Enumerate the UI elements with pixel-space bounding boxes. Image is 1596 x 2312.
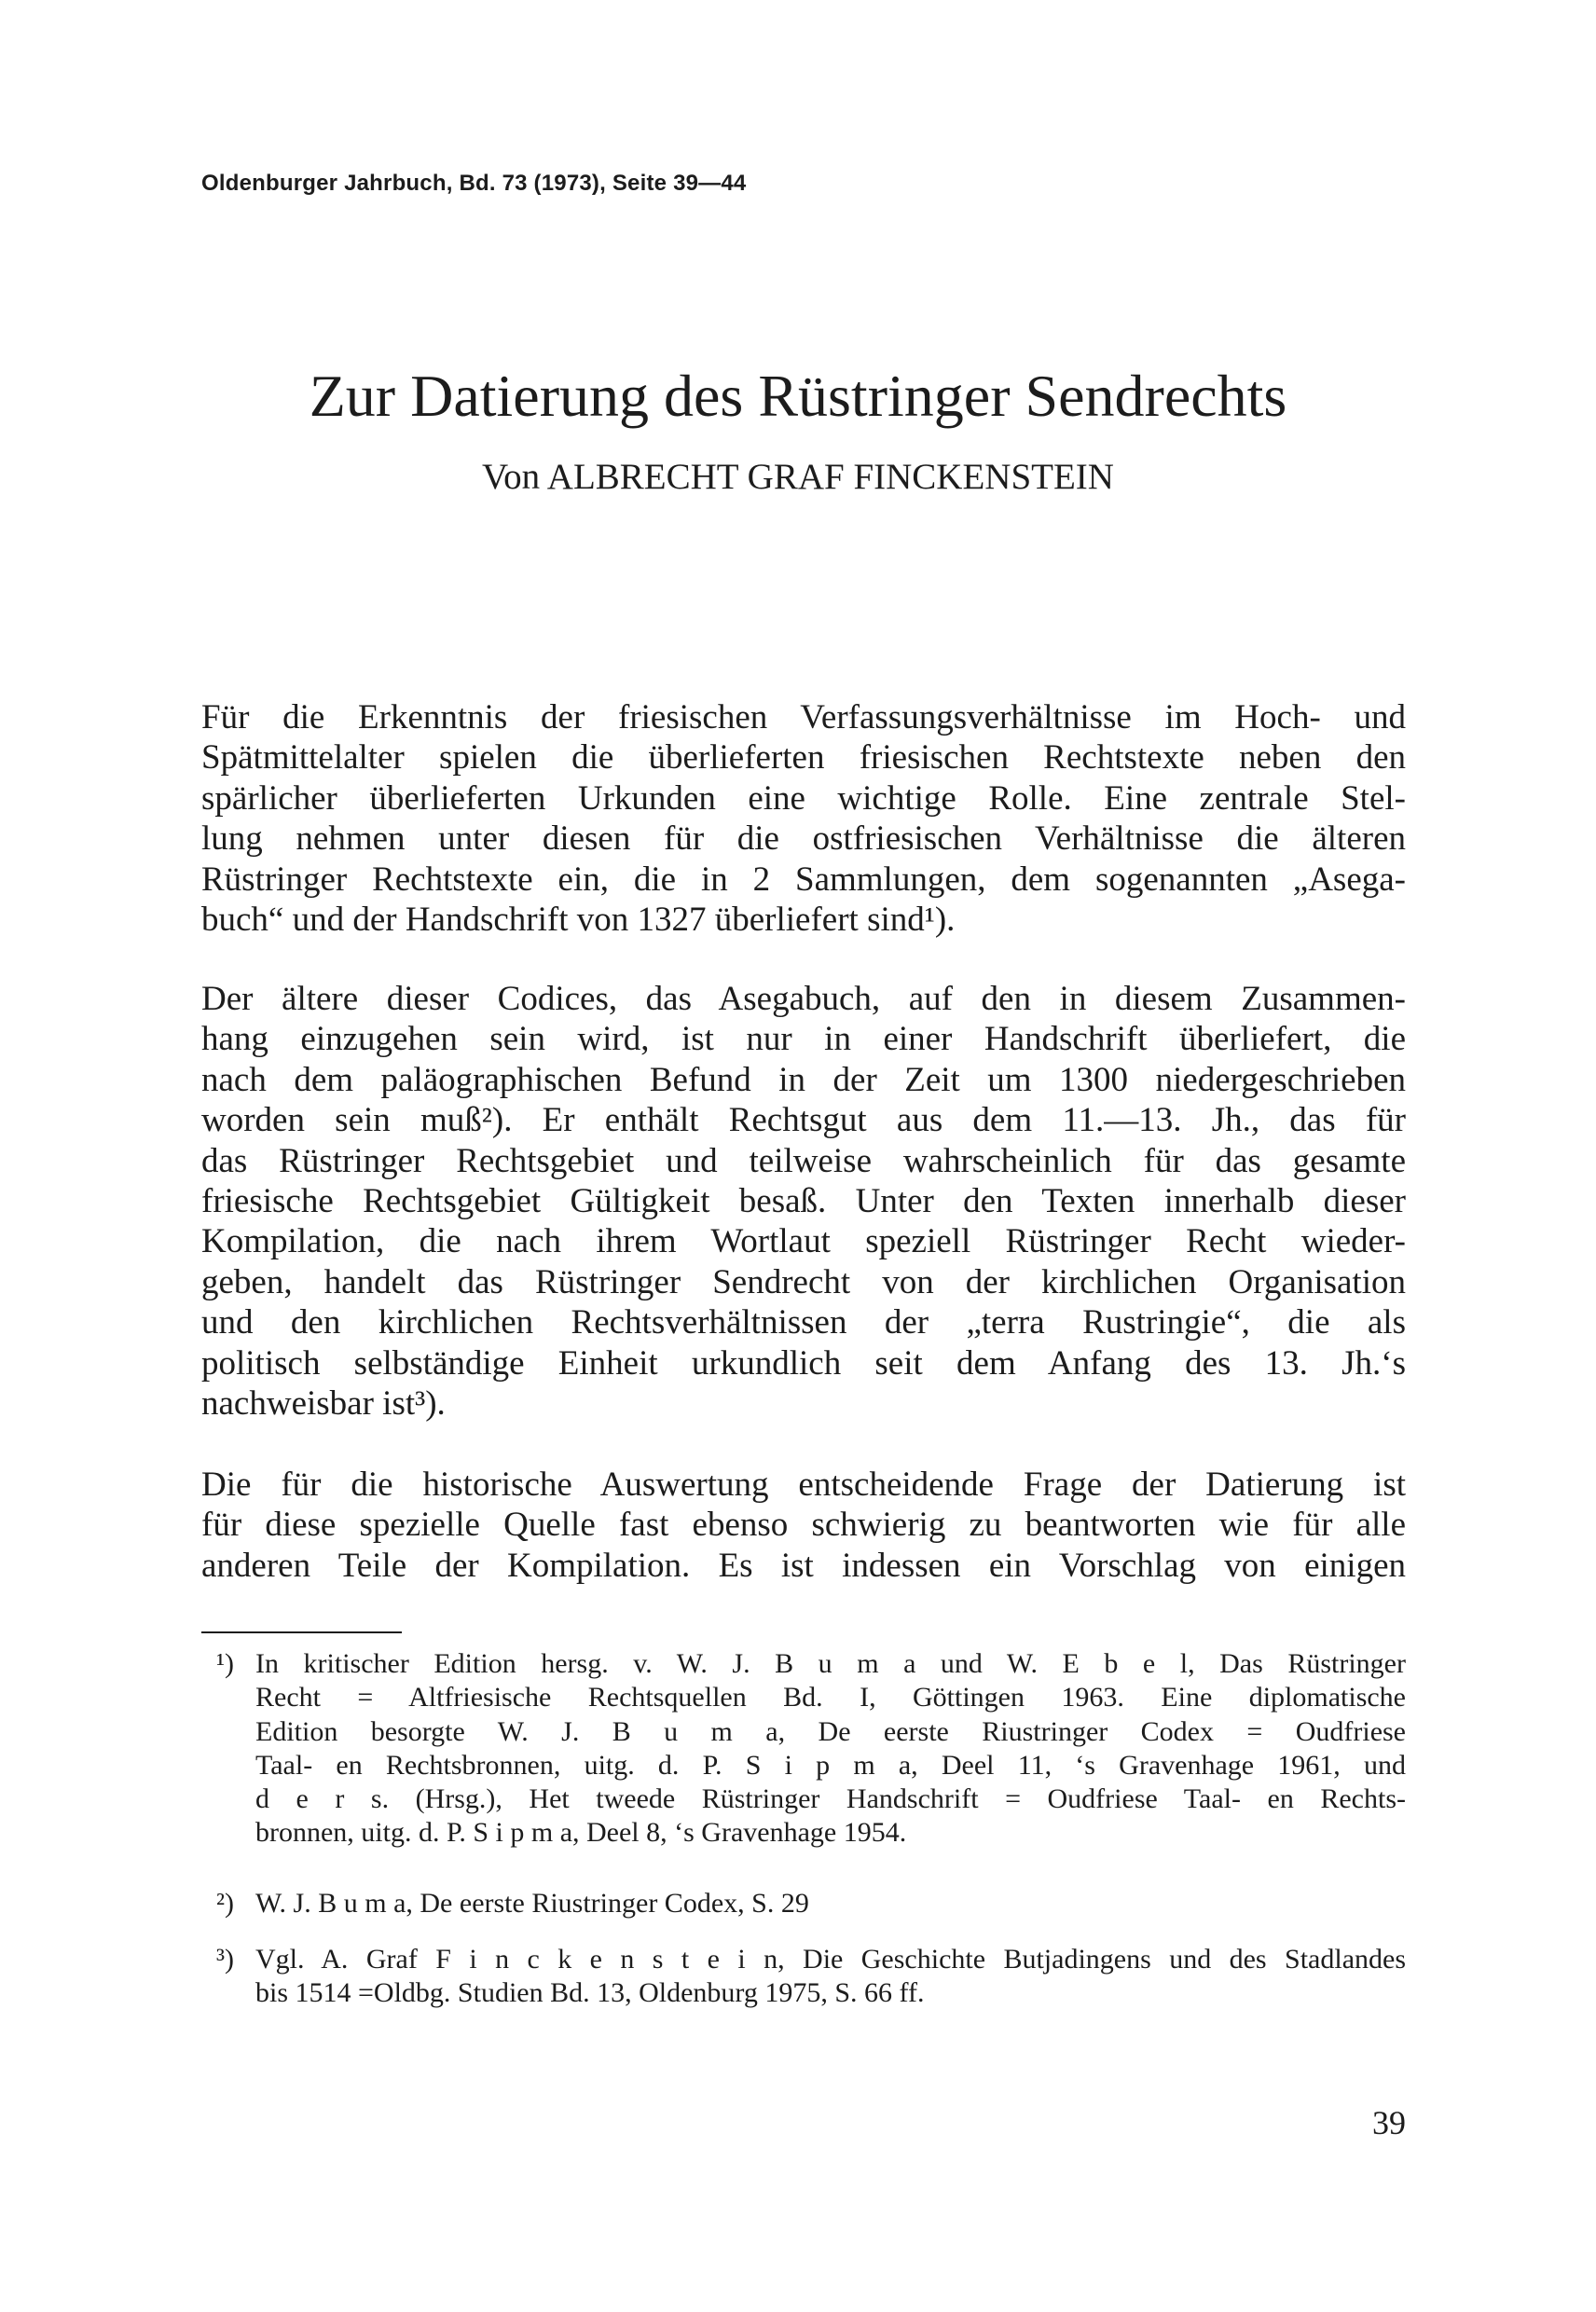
- footnote-line: Recht = Altfriesische Rechtsquellen Bd. I, Göttingen 1963. Eine diplomatische: [255, 1682, 1406, 1713]
- text-line: friesische Rechtsgebiet Gültigkeit besaß. Unter den Texten innerhalb dieser: [201, 1181, 1406, 1220]
- paragraph-1: [201, 697, 1406, 940]
- paragraph-2: [201, 979, 1406, 1424]
- text-line: das Rüstringer Rechtsgebiet und teilweise wahrscheinlich für das gesamte: [201, 1141, 1406, 1180]
- footnote-marker: ³): [216, 1944, 234, 1975]
- running-head: Oldenburger Jahrbuch, Bd. 73 (1973), Seite 39—44: [201, 171, 747, 196]
- text-line: hang einzugehen sein wird, ist nur in einer Handschrift überliefert, die: [201, 1020, 1406, 1059]
- text-line: Für die Erkenntnis der friesischen Verfassungsverhältnisse im Hoch- und: [201, 698, 1406, 736]
- text-line: für diese spezielle Quelle fast ebenso schwierig zu beantworten wie für alle: [201, 1506, 1406, 1545]
- page-number: 39: [1372, 2104, 1406, 2141]
- text-line: buch“ und der Handschrift von 1327 überliefert sind¹).: [201, 900, 956, 939]
- author-byline: Von ALBRECHT GRAF FINCKENSTEIN: [482, 457, 1114, 497]
- text-line: Kompilation, die nach ihrem Wortlaut speziell Rüstringer Recht wieder-: [201, 1222, 1406, 1261]
- footnote-line: In kritischer Edition hersg. v. W. J. B u m a und W. E b e l, Das Rüstringer: [255, 1648, 1406, 1679]
- text-line: anderen Teile der Kompilation. Es ist indessen ein Vorschlag von einigen: [201, 1546, 1406, 1585]
- footnote-line: bronnen, uitg. d. P. S i p m a, Deel 8, ‘s Gravenhage 1954.: [255, 1817, 907, 1849]
- text-line: Spätmittelalter spielen die überlieferten friesischen Rechtstexte neben den: [201, 738, 1406, 778]
- footnote-marker: ²): [216, 1888, 234, 1919]
- footnote-text: [255, 1647, 1406, 1851]
- text-line: Rüstringer Rechtstexte ein, die in 2 Sammlungen, dem sogenannten „Asega-: [201, 860, 1406, 899]
- footnote-line: d e r s. (Hrsg.), Het tweede Rüstringer Handschrift = Oudfriese Taal- en Rechts-: [255, 1783, 1406, 1815]
- text-line: nachweisbar ist³).: [201, 1383, 446, 1423]
- footnote-text: [255, 1887, 1406, 1920]
- text-line: spärlicher überlieferten Urkunden eine wichtige Rolle. Eine zentrale Stel-: [201, 778, 1406, 818]
- text-line: Die für die historische Auswertung entscheidende Frage der Datierung ist: [201, 1466, 1406, 1504]
- text-line: Der ältere dieser Codices, das Asegabuch, auf den in diesem Zusammen-: [201, 980, 1406, 1018]
- footnote-line: Edition besorgte W. J. B u m a, De eerste Riustringer Codex = Oudfriese: [255, 1715, 1406, 1747]
- text-line: worden sein muß²). Er enthält Rechtsgut aus dem 11.—13. Jh., das für: [201, 1101, 1406, 1140]
- footnote-line: W. J. B u m a, De eerste Riustringer Codex, S. 29: [255, 1888, 809, 1919]
- footnote-marker: ¹): [216, 1648, 234, 1679]
- text-line: geben, handelt das Rüstringer Sendrecht von der kirchlichen Organisation: [201, 1262, 1406, 1301]
- article-title: Zur Datierung des Rüstringer Sendrechts: [309, 363, 1287, 429]
- text-line: und den kirchlichen Rechtsverhältnissen der „terra Rustringie“, die als: [201, 1303, 1406, 1342]
- footnote-divider: [201, 1631, 402, 1633]
- text-line: politisch selbständige Einheit urkundlich seit dem Anfang des 13. Jh.‘s: [201, 1343, 1406, 1383]
- text-line: nach dem paläographischen Befund in der Zeit um 1300 niedergeschrieben: [201, 1060, 1406, 1099]
- paragraph-3: [201, 1465, 1406, 1586]
- footnote-line: bis 1514 =Oldbg. Studien Bd. 13, Oldenburg 1975, S. 66 ff.: [255, 1977, 925, 2009]
- footnote-line: Taal- en Rechtsbronnen, uitg. d. P. S i p m a, Deel 11, ‘s Gravenhage 1961, und: [255, 1749, 1406, 1781]
- text-line: lung nehmen unter diesen für die ostfriesischen Verhältnisse die älteren: [201, 819, 1406, 859]
- footnote-line: Vgl. A. Graf F i n c k e n s t e i n, Die Geschichte Butjadingens und des Stadlandes: [255, 1944, 1406, 1975]
- footnote-text: [255, 1943, 1406, 2011]
